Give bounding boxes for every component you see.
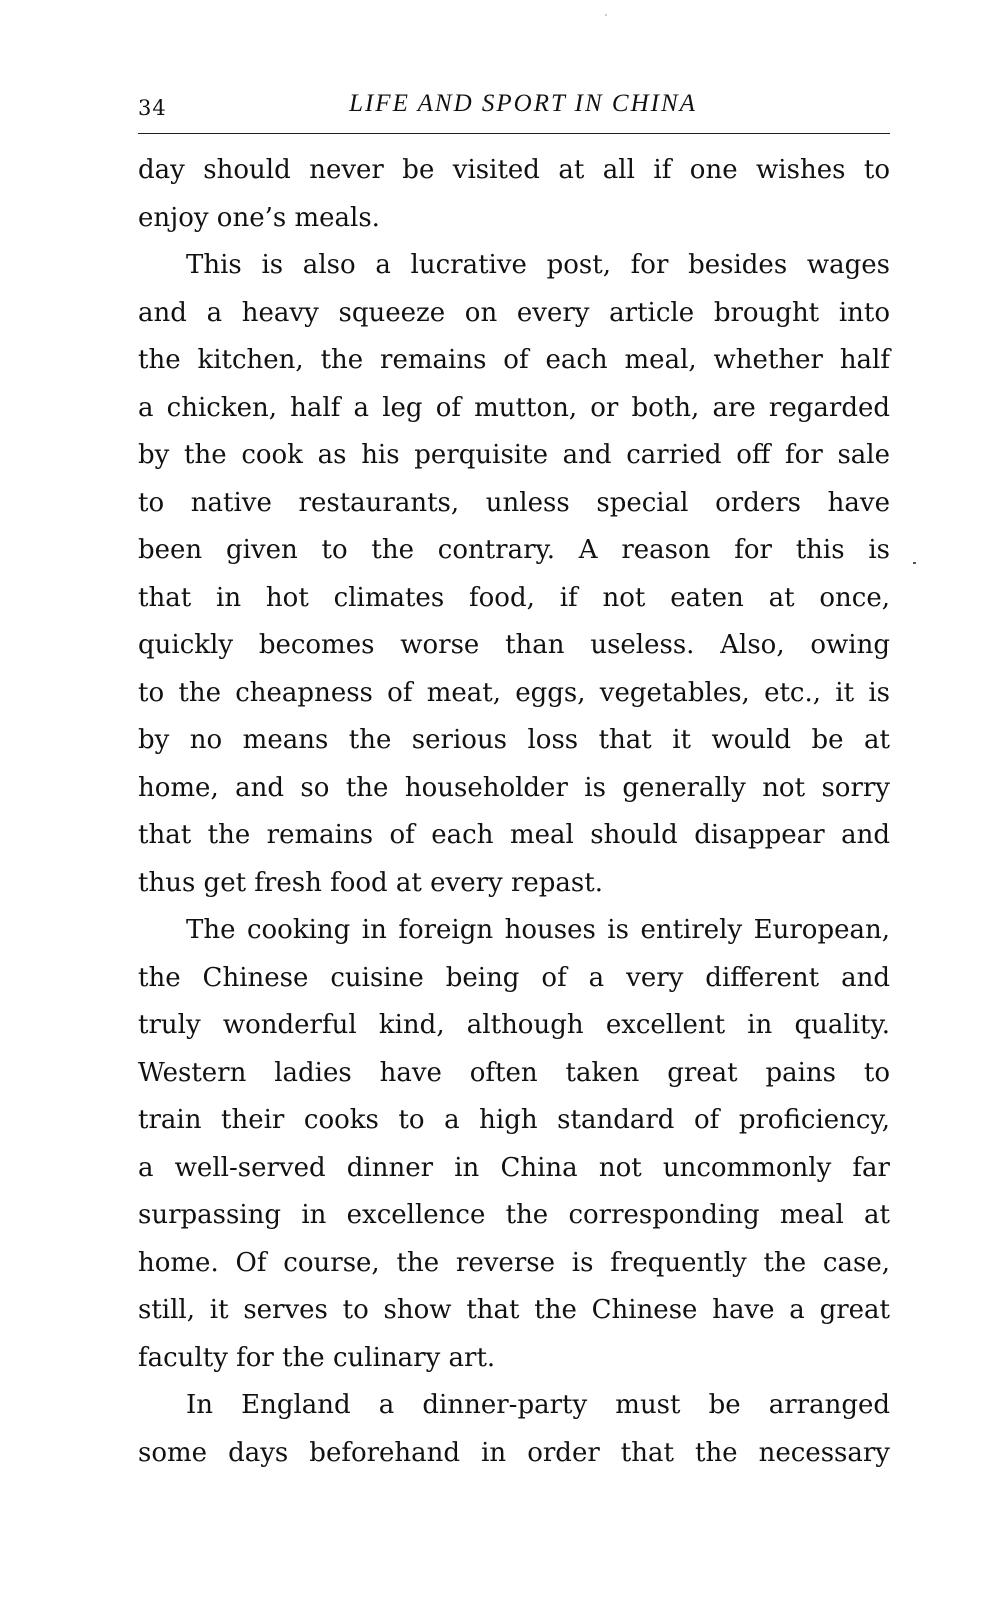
text-line: the kitchen, the remains of each meal, whether half bbox=[138, 345, 890, 375]
text-line: quickly becomes worse than useless. Also, owing bbox=[138, 630, 890, 660]
paper-speck bbox=[605, 14, 607, 16]
text-line: home, and so the householder is generally not sorry bbox=[138, 772, 890, 803]
text-line: by the cook as his perquisite and carried off for sale bbox=[138, 440, 890, 470]
text-line: that in hot climates food, if not eaten at once, bbox=[138, 582, 890, 613]
header-rule bbox=[138, 133, 890, 134]
text-line: the Chinese cuisine being of a very different and bbox=[138, 962, 890, 993]
page-header bbox=[138, 88, 890, 132]
text-line: been given to the contrary. A reason for this is bbox=[138, 535, 890, 565]
body-text bbox=[138, 147, 890, 1477]
text-line: and a heavy squeeze on every article brought into bbox=[138, 297, 890, 328]
text-line: still, it serves to show that the Chinese have a great bbox=[138, 1295, 890, 1325]
text-line: a chicken, half a leg of mutton, or both, are regarded bbox=[138, 392, 890, 423]
text-line: a well-served dinner in China not uncommonly far bbox=[138, 1152, 890, 1183]
text-line: by no means the serious loss that it would be at bbox=[138, 725, 890, 755]
text-line: faculty for the culinary art. bbox=[138, 1342, 496, 1373]
text-line: to the cheapness of meat, eggs, vegetables, etc., it is bbox=[138, 677, 890, 708]
text-line: The cooking in foreign houses is entirely European, bbox=[186, 915, 890, 945]
text-line: surpassing in excellence the corresponding meal at bbox=[138, 1200, 890, 1230]
text-line: Western ladies have often taken great pains to bbox=[138, 1057, 890, 1088]
text-line: This is also a lucrative post, for besides wages bbox=[186, 250, 890, 280]
text-line: some days beforehand in order that the necessary bbox=[138, 1437, 890, 1468]
text-line: enjoy one’s meals. bbox=[138, 202, 380, 233]
text-line: thus get fresh food at every repast. bbox=[138, 867, 603, 898]
text-line: train their cooks to a high standard of proficiency, bbox=[138, 1105, 890, 1135]
ink-speck bbox=[913, 562, 916, 564]
text-line: home. Of course, the reverse is frequently the case, bbox=[138, 1247, 890, 1278]
text-line: In England a dinner-party must be arranged bbox=[186, 1390, 890, 1420]
running-title: LIFE AND SPORT IN CHINA bbox=[349, 90, 697, 117]
text-line: that the remains of each meal should disappear and bbox=[138, 820, 890, 850]
text-line: day should never be visited at all if one wishes to bbox=[138, 155, 890, 185]
text-line: to native restaurants, unless special orders have bbox=[138, 487, 890, 518]
text-line: truly wonderful kind, although excellent in quality. bbox=[138, 1010, 890, 1040]
page-number: 34 bbox=[138, 96, 167, 120]
